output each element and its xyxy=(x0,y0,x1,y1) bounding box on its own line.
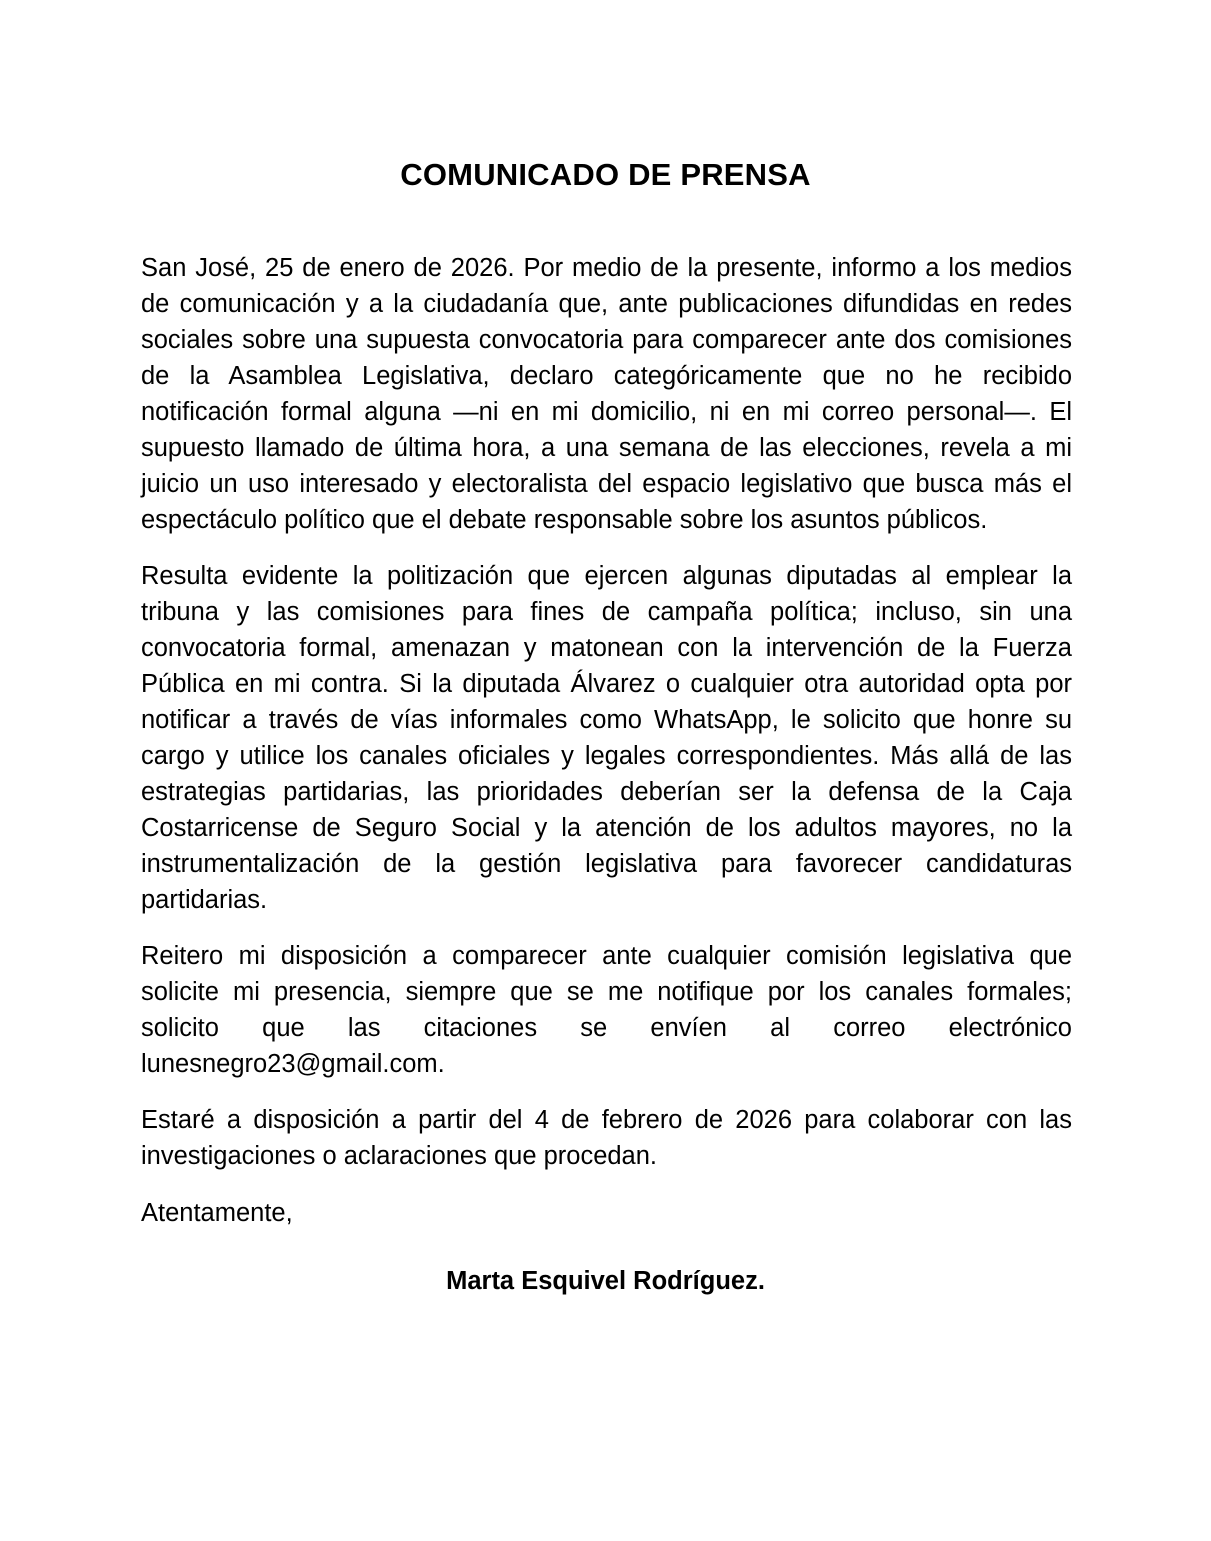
paragraph-intro: San José, 25 de enero de 2026. Por medio de la presente, informo a los medios de comunicación y a la ciudadanía que, ante publicaciones difundidas en redes sociales sobre una supuesta convocatoria para comparecer ante dos comisiones de la Asamblea Legislativa, declaro categóricamente que no he recibido notificación formal alguna —ni en mi domicilio, ni en mi correo personal—. El supuesto llamado de última hora, a una semana de las elecciones, revela a mi juicio un uso interesado y electoralista del espacio legislativo que busca más el espectáculo político que el debate responsable sobre los asuntos públicos. xyxy=(141,254,1072,534)
paragraph-closing-salutation: Atentamente, xyxy=(141,1199,293,1227)
page-title: COMUNICADO DE PRENSA xyxy=(400,156,811,192)
paragraph-collaboration: Estaré a disposición a partir del 4 de febrero de 2026 para colaborar con las investigaciones o aclaraciones que procedan. xyxy=(141,1106,1072,1170)
paragraph-politicization: Resulta evidente la politización que ejercen algunas diputadas al emplear la tribuna y las comisiones para fines de campaña política; incluso, sin una convocatoria formal, amenazan y matonean con la intervención de la Fuerza Pública en mi contra. Si la diputada Álvarez o cualquier otra autoridad opta por notificar a través de vías informales como WhatsApp, le solicito que honre su cargo y utilice los canales oficiales y legales correspondientes. Más allá de las estrategias partidarias, las prioridades deberían ser la defensa de la Caja Costarricense de Seguro Social y la atención de los adultos mayores, no la instrumentalización de la gestión legislativa para favorecer candidaturas partidarias. xyxy=(141,562,1072,914)
paragraph-availability-notice: Reitero mi disposición a comparecer ante cualquier comisión legislativa que solicite mi presencia, siempre que se me notifique por los canales formales; solicito que las citaciones se envíen al correo electrónico lunesnegro23@gmail.com. xyxy=(141,942,1072,1078)
document-body xyxy=(141,250,1072,1231)
signature-name: Marta Esquivel Rodríguez. xyxy=(446,1267,765,1295)
